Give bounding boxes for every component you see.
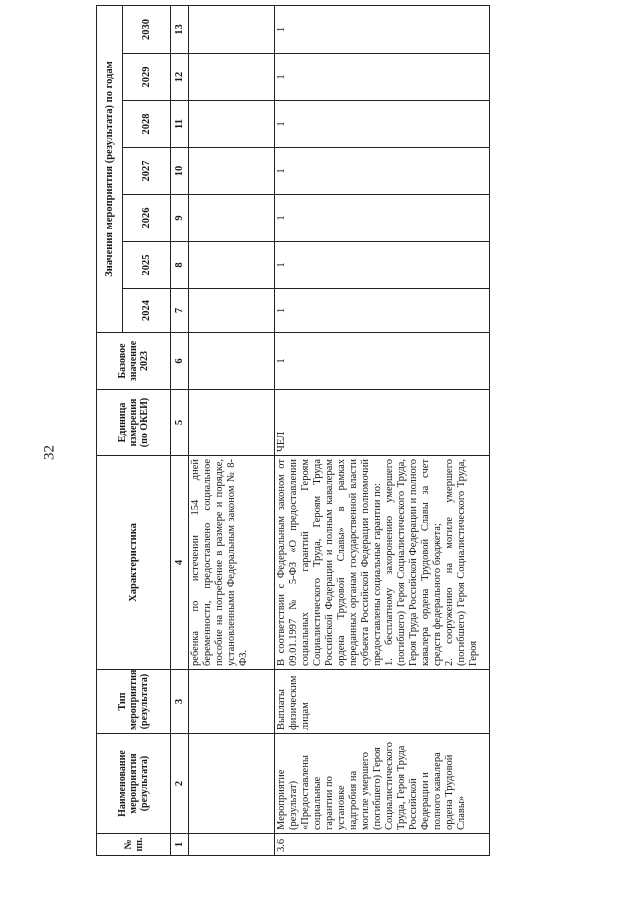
header-year: 2026 — [123, 195, 171, 242]
column-number: 2 — [171, 734, 189, 834]
column-number: 13 — [171, 5, 189, 53]
cell-empty — [189, 834, 275, 856]
cell-empty — [189, 101, 275, 148]
row-value-2027: 1 — [275, 148, 490, 195]
header-base: Базовое значение 2023 — [97, 333, 171, 390]
column-number: 3 — [171, 670, 189, 734]
column-number: 5 — [171, 390, 189, 456]
row-value-2030: 1 — [275, 5, 490, 53]
column-number: 8 — [171, 242, 189, 289]
column-number: 1 — [171, 834, 189, 856]
column-number: 9 — [171, 195, 189, 242]
activities-table — [96, 5, 490, 856]
cell-empty — [189, 242, 275, 289]
column-number: 10 — [171, 148, 189, 195]
header-year: 2030 — [123, 5, 171, 53]
column-number: 11 — [171, 101, 189, 148]
header-row — [97, 5, 123, 855]
cell-empty — [189, 54, 275, 101]
characteristic-paragraph: 2. сооружению на могиле умершего (погибшего) Героя Социалистического Труда, Героя — [444, 459, 479, 666]
cell-empty — [189, 734, 275, 834]
row-value-2025: 1 — [275, 242, 490, 289]
cell-empty — [189, 5, 275, 53]
page-number: 32 — [41, 445, 58, 460]
header-year: 2025 — [123, 242, 171, 289]
column-number: 7 — [171, 289, 189, 333]
row-name: Мероприятие (результат) «Предоставлены социальные гарантии по установке надгробия на могиле умершего (погибшего) Героя Социалистического Труда, Героя Труда Российской Федерации и полного кавалера ордена Трудовой Славы» — [275, 734, 490, 834]
header-year: 2029 — [123, 54, 171, 101]
cell-empty — [189, 670, 275, 734]
rotated-sheet — [96, 18, 479, 856]
row-number: 3.6 — [275, 834, 490, 856]
continuation-row — [189, 5, 275, 855]
row-value-2029: 1 — [275, 54, 490, 101]
cell-empty — [189, 148, 275, 195]
column-number: 6 — [171, 333, 189, 390]
header-unit: Единица измерения (по ОКЕИ) — [97, 390, 171, 456]
header-year: 2024 — [123, 289, 171, 333]
row-type: Выплаты физическим лицам — [275, 670, 490, 734]
row-base-value: 1 — [275, 333, 490, 390]
row-value-2028: 1 — [275, 101, 490, 148]
header-type: Тип мероприятия (результата) — [97, 670, 171, 734]
header-name: Наименование мероприятия (результата) — [97, 734, 171, 834]
cell-empty — [189, 289, 275, 333]
cell-empty — [189, 333, 275, 390]
row-unit: ЧЕЛ — [275, 390, 490, 456]
header-year: 2028 — [123, 101, 171, 148]
continuation-characteristic: ребенка по истечении 154 дней беременности, предоставлено социальное пособие на погребение в размере и порядке, установленными Федеральным законом № 8-ФЗ. — [189, 456, 275, 670]
table-row-3-6 — [275, 5, 490, 855]
characteristic-paragraph: 1. бесплатному захоронению умершего (погибшего) Героя Социалистического Труда, Героя Труда Российской Федерации и полного кавалера ордена Трудовой Славы за счет средств федерального бюджета; — [384, 459, 443, 666]
header-characteristic: Характеристика — [97, 456, 171, 670]
header-no: № пп. — [97, 834, 171, 856]
header-year: 2027 — [123, 148, 171, 195]
column-number-row — [171, 5, 189, 855]
row-characteristic — [275, 456, 490, 670]
column-number: 4 — [171, 456, 189, 670]
column-number: 12 — [171, 54, 189, 101]
cell-empty — [189, 390, 275, 456]
header-values-group: Значения мероприятия (результата) по годам — [97, 5, 123, 332]
row-value-2026: 1 — [275, 195, 490, 242]
cell-empty — [189, 195, 275, 242]
row-value-2024: 1 — [275, 289, 490, 333]
characteristic-paragraph: В соответствии с Федеральным законом от 09.01.1997 № 5-ФЗ «О предоставлении социальных гарантий Героям Социалистического Труда, Героям Труда Российской Федерации и полным кавалерам ордена Трудовой Славы» в рамках переданных органам государственной власти субъекта Российской Федерации полномочий предоставлены социальные гарантии по: — [276, 459, 383, 666]
